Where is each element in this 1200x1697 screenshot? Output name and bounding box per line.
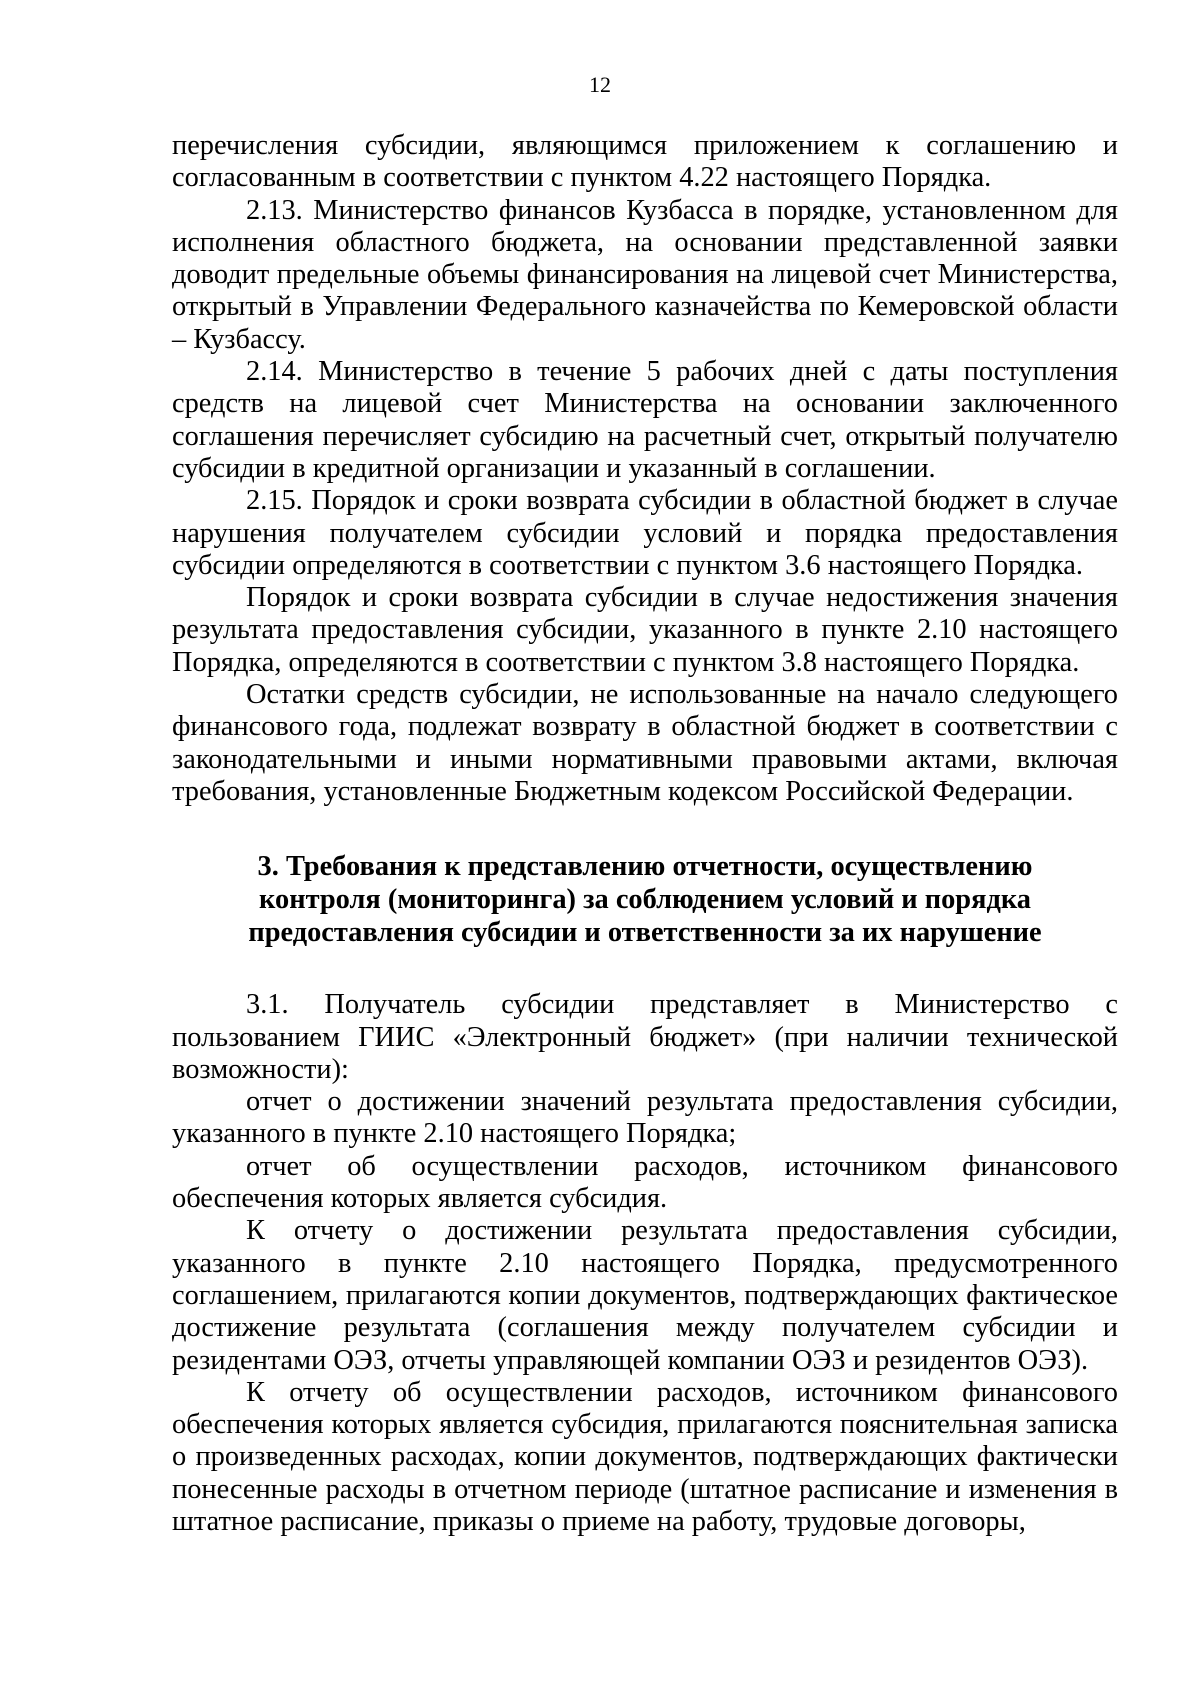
document-body xyxy=(172,130,1118,1538)
paragraph-3-1: 3.1. Получатель субсидии представляет в Министерство с пользованием ГИИС «Электронный бюджет» (при наличии технической возможности): xyxy=(172,989,1118,1085)
paragraph-continuation: перечисления субсидии, являющимся приложением к соглашению и согласованным в соответствии с пунктом 4.22 настоящего Порядка. xyxy=(172,130,1118,194)
paragraph-report-results: отчет о достижении значений результата предоставления субсидии, указанного в пункте 2.10 настоящего Порядка; xyxy=(172,1086,1118,1150)
section-heading-line: 3. Требования к представлению отчетности, осуществлению xyxy=(257,851,1033,883)
paragraph-2-15: 2.15. Порядок и сроки возврата субсидии в областной бюджет в случае нарушения получателем субсидии условий и порядка предоставления субсидии определяются в соответствии с пунктом 3.6 настоящего Порядка. xyxy=(172,485,1118,581)
paragraph-expenses-attachments: К отчету об осуществлении расходов, источником финансового обеспечения которых является субсидия, прилагаются пояснительная записка о произведенных расходах, копии документов, подтверждающих фактически понесенные расходы в отчетном периоде (штатное расписание и изменения в штатное расписание, приказы о приеме на работу, трудовые договоры, xyxy=(172,1376,1118,1537)
paragraph-2-14: 2.14. Министерство в течение 5 рабочих дней с даты поступления средств на лицевой счет Министерства на основании заключенного соглашения перечисляет субсидию на расчетный счет, открытый получателю субсидии в кредитной организации и указанный в соглашении. xyxy=(172,356,1118,484)
paragraph-results-attachments: К отчету о достижении результата предоставления субсидии, указанного в пункте 2.10 настоящего Порядка, предусмотренного соглашением, прилагаются копии документов, подтверждающих фактическое достижение результата (соглашения между получателем субсидии и резидентами ОЭЗ, отчеты управляющей компании ОЭЗ и резидентов ОЭЗ). xyxy=(172,1215,1118,1376)
section-heading-line: контроля (мониторинга) за соблюдением условий и порядка xyxy=(259,884,1031,916)
paragraph-2-13: 2.13. Министерство финансов Кузбасса в порядке, установленном для исполнения областного бюджета, на основании представленной заявки доводит предельные объемы финансирования на лицевой счет Министерства, открытый в Управлении Федерального казначейства по Кемеровской области – Кузбассу. xyxy=(172,194,1118,355)
section-3-heading xyxy=(172,850,1118,949)
section-heading-line: предоставления субсидии и ответственности за их нарушение xyxy=(248,917,1042,949)
paragraph-report-expenses: отчет об осуществлении расходов, источником финансового обеспечения которых является субсидия. xyxy=(172,1150,1118,1215)
paragraph-return-terms: Порядок и сроки возврата субсидии в случае недостижения значения результата предоставления субсидии, указанного в пункте 2.10 настоящего Порядка, определяются в соответствии с пунктом 3.8 настоящего Порядка. xyxy=(172,582,1118,678)
page-number: 12 xyxy=(589,72,611,97)
paragraph-remaining-funds: Остатки средств субсидии, не использованные на начало следующего финансового года, подлежат возврату в областной бюджет в соответствии с законодательными и иными нормативными правовыми актами, включая требования, установленные Бюджетным кодексом Российской Федерации. xyxy=(172,679,1118,807)
